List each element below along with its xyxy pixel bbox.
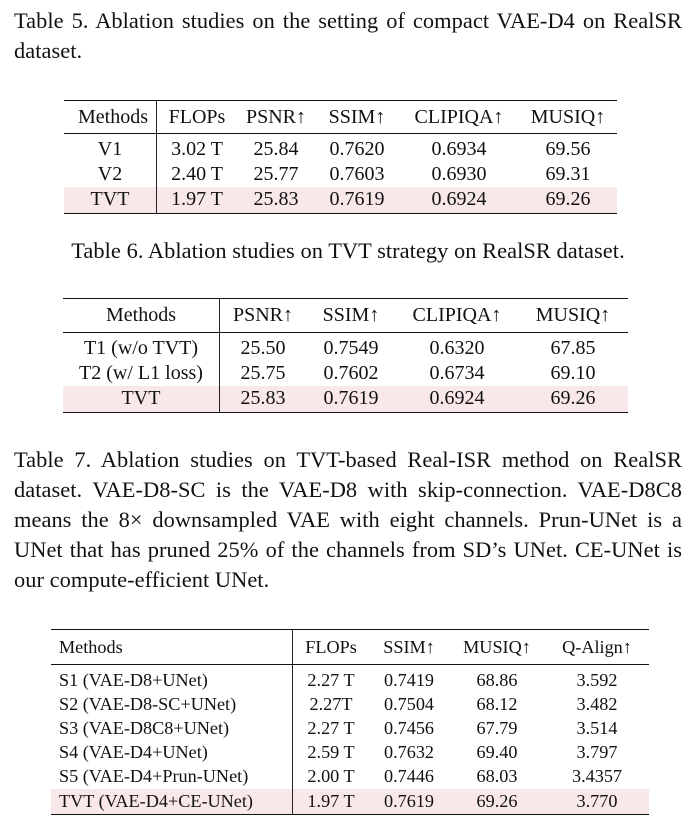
table5-cell-psnr: 25.77 bbox=[253, 162, 299, 185]
table7-cell-ssim: 0.7632 bbox=[383, 741, 434, 762]
table7-cell-flops: 1.97 T bbox=[293, 789, 370, 815]
table5 bbox=[64, 100, 617, 214]
table6-cell-method: T2 (w/ L1 loss) bbox=[79, 361, 203, 384]
table7-cell-qalign: 3.770 bbox=[545, 789, 649, 815]
table5-header-methods: Methods bbox=[64, 101, 157, 134]
table7-cell-flops: 2.00 T bbox=[293, 765, 370, 789]
table5-header-flops: FLOPs bbox=[157, 101, 238, 134]
table7-row bbox=[51, 740, 649, 764]
table5-cell-clipiqa: 0.6930 bbox=[431, 162, 487, 185]
table7-cell-ssim: 0.7419 bbox=[383, 669, 434, 690]
table7-cell-method: S1 (VAE-D8+UNet) bbox=[59, 669, 208, 690]
table7-cell-qalign: 3.514 bbox=[576, 717, 618, 738]
table7-cell-qalign: 3.4357 bbox=[571, 766, 622, 787]
table6-header-psnr: PSNR↑ bbox=[220, 299, 307, 333]
table5-cell-flops: 1.97 T bbox=[157, 187, 238, 214]
table6-cell-clipiqa: 0.6924 bbox=[396, 386, 518, 413]
table6-cell-musiq: 69.26 bbox=[518, 386, 628, 413]
table5-cell-ssim: 0.7620 bbox=[329, 138, 385, 160]
table6-header-musiq: MUSIQ↑ bbox=[518, 299, 628, 333]
table7-row bbox=[51, 692, 649, 716]
table7-cell-ssim: 0.7619 bbox=[369, 789, 449, 815]
table7-cell-musiq: 68.03 bbox=[476, 766, 518, 787]
table7-cell-musiq: 67.79 bbox=[476, 717, 518, 738]
table5-cell-psnr: 25.83 bbox=[237, 187, 315, 214]
table7-header-row bbox=[51, 630, 649, 665]
table6 bbox=[63, 298, 628, 413]
table5-header-clipiqa: CLIPIQA↑ bbox=[399, 101, 519, 134]
table6-cell-method: T1 (w/o TVT) bbox=[83, 337, 199, 359]
table7-row bbox=[51, 765, 649, 789]
table7-cell-flops: 2.27T bbox=[293, 692, 370, 716]
table7-cell-qalign: 3.797 bbox=[576, 741, 618, 762]
table7-cell-musiq: 68.86 bbox=[476, 669, 518, 690]
table6-cell-ssim: 0.7602 bbox=[323, 361, 379, 384]
table6-row-highlight bbox=[63, 386, 628, 413]
table6-header-row bbox=[63, 299, 628, 333]
table7-cell-method: S2 (VAE-D8-SC+UNet) bbox=[59, 693, 237, 714]
table5-header-musiq: MUSIQ↑ bbox=[519, 101, 617, 134]
table7-cell-flops: 2.59 T bbox=[293, 740, 370, 764]
table6-cell-clipiqa: 0.6734 bbox=[429, 361, 485, 384]
table5-cell-musiq: 69.26 bbox=[519, 187, 617, 214]
table6-cell-ssim: 0.7549 bbox=[323, 337, 379, 359]
table7-cell-method: S4 (VAE-D4+UNet) bbox=[59, 741, 208, 762]
table7-cell-musiq: 69.40 bbox=[476, 741, 518, 762]
table7-cell-flops: 2.27 T bbox=[293, 716, 370, 740]
table7-cell-ssim: 0.7446 bbox=[383, 766, 434, 787]
table5-cell-psnr: 25.84 bbox=[253, 138, 299, 160]
table7-cell-flops: 2.27 T bbox=[293, 665, 370, 693]
table7-cell-method: TVT (VAE-D4+CE-UNet) bbox=[51, 789, 293, 815]
table5-cell-musiq: 69.31 bbox=[545, 162, 591, 185]
table5-row-highlight bbox=[64, 187, 617, 214]
table5-cell-flops: 2.40 T bbox=[157, 162, 238, 187]
table5-row bbox=[64, 134, 617, 163]
table7-header-qalign: Q-Align↑ bbox=[545, 630, 649, 665]
table6-header-clipiqa: CLIPIQA↑ bbox=[396, 299, 518, 333]
table6-row bbox=[63, 361, 628, 386]
table7-header-musiq: MUSIQ↑ bbox=[449, 630, 545, 665]
table5-caption: Table 5. Ablation studies on the setting of compact VAE-D4 on RealSR dataset. bbox=[14, 8, 682, 63]
table6-cell-psnr: 25.83 bbox=[220, 386, 307, 413]
table7-row bbox=[51, 665, 649, 693]
table6-cell-psnr: 25.50 bbox=[220, 333, 307, 362]
table5-cell-clipiqa: 0.6934 bbox=[431, 138, 487, 160]
table6-cell-psnr: 25.75 bbox=[220, 361, 307, 386]
table5-header-ssim: SSIM↑ bbox=[315, 101, 399, 134]
table7-row bbox=[51, 716, 649, 740]
table6-cell-clipiqa: 0.6320 bbox=[429, 337, 485, 359]
table6-cell-method: TVT bbox=[63, 386, 220, 413]
table5-cell-ssim: 0.7603 bbox=[329, 162, 385, 185]
table7-header-flops: FLOPs bbox=[293, 630, 370, 665]
table6-header-ssim: SSIM↑ bbox=[306, 299, 396, 333]
table5-row bbox=[64, 162, 617, 187]
table5-cell-method: TVT bbox=[64, 187, 157, 214]
table7 bbox=[51, 629, 649, 815]
table5-cell-ssim: 0.7619 bbox=[315, 187, 399, 214]
table6-row bbox=[63, 333, 628, 362]
table7-cell-ssim: 0.7456 bbox=[383, 717, 434, 738]
table6-caption: Table 6. Ablation studies on TVT strategy on RealSR dataset. bbox=[71, 238, 625, 263]
table6-cell-musiq: 67.85 bbox=[550, 337, 596, 359]
table7-cell-musiq: 69.26 bbox=[449, 789, 545, 815]
table7-cell-qalign: 3.592 bbox=[576, 669, 618, 690]
table7-row-highlight bbox=[51, 789, 649, 815]
table7-cell-qalign: 3.482 bbox=[576, 693, 618, 714]
table7-cell-ssim: 0.7504 bbox=[383, 693, 434, 714]
table5-cell-method: V2 bbox=[97, 162, 123, 185]
table7-header-ssim: SSIM↑ bbox=[369, 630, 449, 665]
table5-header-psnr: PSNR↑ bbox=[237, 101, 315, 134]
table7-cell-method: S5 (VAE-D4+Prun-UNet) bbox=[59, 766, 249, 787]
table7-caption: Table 7. Ablation studies on TVT-based Real-ISR method on RealSR dataset. VAE-D8-SC is the VAE-D8 with skip-connection. VAE-D8C8 means the 8× downsampled VAE with eight channels. Prun-UNet is a UNet that has pruned 25% of the channels from SD’s UNet. CE-UNet is our compute-efficient UNet. bbox=[14, 447, 682, 592]
table5-header-row bbox=[64, 101, 617, 134]
table5-cell-flops: 3.02 T bbox=[157, 134, 238, 163]
table6-cell-musiq: 69.10 bbox=[550, 361, 596, 384]
table5-cell-method: V1 bbox=[97, 138, 123, 160]
table7-header-methods: Methods bbox=[51, 630, 293, 665]
table7-cell-method: S3 (VAE-D8C8+UNet) bbox=[59, 717, 230, 738]
table7-cell-musiq: 68.12 bbox=[476, 693, 518, 714]
table6-cell-ssim: 0.7619 bbox=[306, 386, 396, 413]
table5-cell-musiq: 69.56 bbox=[545, 138, 591, 160]
table6-header-methods: Methods bbox=[63, 299, 220, 333]
table5-cell-clipiqa: 0.6924 bbox=[399, 187, 519, 214]
